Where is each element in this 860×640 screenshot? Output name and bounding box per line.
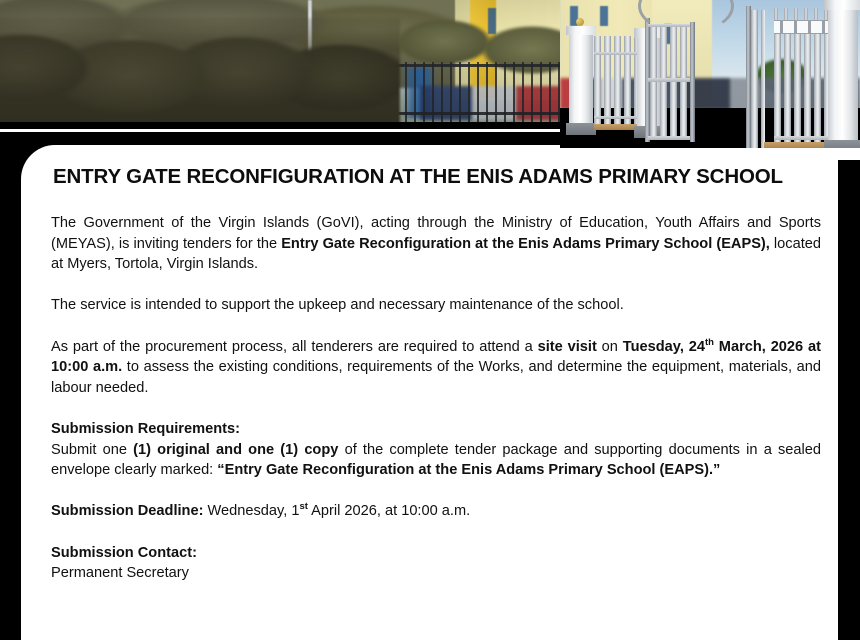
paragraph-submission-requirements (51, 440, 821, 481)
site-visit-text-1: As part of the procurement process, all tenderers are required to attend a (51, 338, 538, 355)
gate-column-cap-right (824, 0, 860, 10)
gate-column-right (828, 10, 858, 146)
submission-deadline-ordinal: st (299, 501, 308, 513)
paragraph-submission-deadline (51, 501, 821, 522)
submission-req-text-1: Submit one (51, 441, 134, 458)
gate-leaf-rail-bottom (648, 136, 694, 140)
gate-fence-rail (594, 116, 638, 119)
submission-contact-heading (51, 543, 821, 564)
submission-contact-label: Submission Contact: (51, 544, 197, 561)
entry-gate-rendering (560, 0, 860, 160)
gate-fence-rail (774, 136, 828, 140)
gate-leaf-pickets (650, 24, 692, 140)
intro-project-name: Entry Gate Reconfiguration at the Enis Adams Primary School (EAPS), (281, 235, 770, 252)
submission-requirements-label: Submission Requirements: (51, 420, 240, 437)
site-visit-date-suffix: March, 2026 at 10:00 a.m. (51, 338, 821, 376)
gate-leaf-rail-mid (648, 78, 694, 82)
paragraph-service: The service is intended to support the upkeep and necessary maintenance of the school. (51, 297, 624, 314)
gate-fence-finials-right (774, 8, 828, 20)
paragraph-site-visit (51, 337, 821, 399)
site-visit-text-2: on (596, 338, 623, 355)
content-card (21, 145, 838, 640)
gate-column-left (569, 35, 593, 123)
site-visit-date-prefix: Tuesday, 24 (622, 338, 705, 355)
submission-contact-line-1: Permanent Secretary (51, 565, 189, 582)
gate-right-post-pickets (751, 10, 765, 150)
intro-text-2: located at Myers, Tortola, Virgin Islands. (51, 235, 821, 273)
submission-deadline-label: Submission Deadline: (51, 503, 204, 520)
submission-req-envelope-marking: “Entry Gate Reconfiguration at the Enis Adams Primary School (EAPS).” (217, 462, 721, 479)
submission-deadline-value-prefix: Wednesday, 1 (203, 503, 300, 520)
intro-text-1: The Government of the Virgin Islands (GoVI), acting through the Ministry of Education, Youth Affairs and Sports (MEYAS), is inviting tenders for the (51, 215, 821, 252)
gate-fence-panel-left (594, 36, 638, 124)
gate-leaf-latch-post (690, 22, 695, 142)
submission-req-copies: (1) original and one (1) copy (133, 441, 339, 458)
submission-requirements-heading (51, 419, 821, 440)
submission-req-text-2: of the complete tender package and supporting documents in a sealed envelope clearly marked: (51, 441, 821, 479)
gate-fence-ornament-band (774, 20, 828, 34)
page-title: ENTRY GATE RECONFIGURATION AT THE ENIS ADAMS PRIMARY SCHOOL (53, 165, 783, 188)
gate-fence-rail (594, 52, 638, 55)
gate-fence-panel-right (774, 34, 828, 142)
notice-body (51, 213, 821, 584)
paragraph-intro (51, 213, 821, 275)
gate-render-bottom-fade (560, 148, 860, 160)
site-visit-date-ordinal: th (704, 336, 714, 348)
gate-column-base-left (566, 123, 596, 135)
window (600, 6, 608, 26)
site-visit-label: site visit (537, 338, 597, 355)
site-visit-text-3: to assess the existing conditions, requirements of the Works, and determine the equipment, materials, and labour needed. (51, 359, 821, 396)
gate-column-cap-left (566, 26, 596, 35)
submission-deadline-value-suffix: April 2026, at 10:00 a.m. (307, 503, 471, 520)
gate-finial-ball (576, 18, 584, 26)
